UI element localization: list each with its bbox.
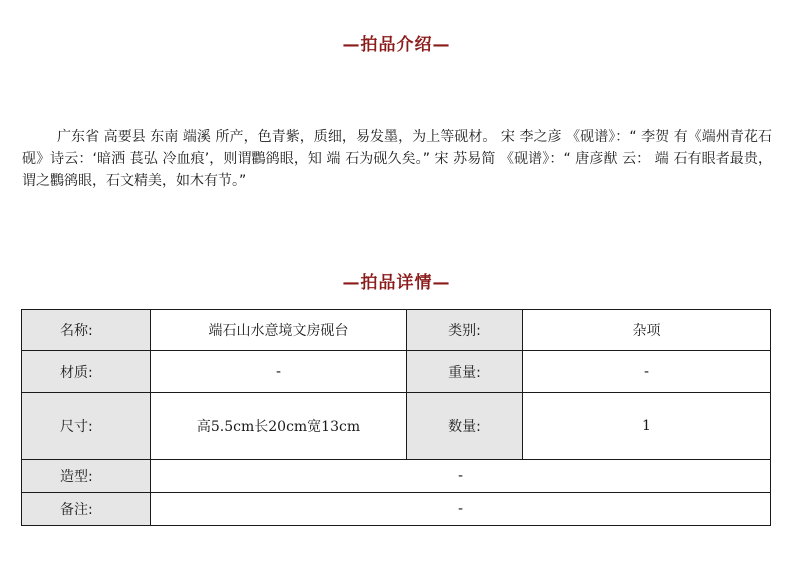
category-label: 类别:	[407, 310, 523, 351]
name-value: 端石山水意境文房砚台	[151, 310, 407, 351]
quantity-value: 1	[523, 393, 771, 460]
table-row	[22, 351, 771, 393]
intro-paragraph: 广东省 高要县 东南 端溪 所产，色青紫，质细，易发墨，为上等砚材。 宋 李之彦 《砚谱》：“ 李贺 有《端州青花石砚》诗云：‘暗洒 萇弘 冷血痕’，则谓鸜鹆眼，知 端 石为砚久矣。” 宋 苏易简 《砚谱》：“ 唐彦猷 云： 端 石有眼者最贵，谓之鸜鹆眼，石文精美，如木有节。”	[22, 129, 772, 189]
material-value: -	[151, 351, 407, 393]
weight-value: -	[523, 351, 771, 393]
name-label: 名称:	[22, 310, 151, 351]
table-row	[22, 493, 771, 526]
remark-label: 备注:	[22, 493, 151, 526]
details-table	[21, 309, 771, 526]
size-label: 尺寸:	[22, 393, 151, 460]
intro-section-title: —拍品介绍—	[342, 35, 451, 55]
details-section-title: —拍品详情—	[342, 273, 451, 293]
category-value: 杂项	[523, 310, 771, 351]
table-row	[22, 460, 771, 493]
shape-label: 造型:	[22, 460, 151, 493]
size-value: 高5.5cm长20cm宽13cm	[151, 393, 407, 460]
table-row	[22, 393, 771, 460]
remark-value: -	[151, 493, 771, 526]
material-label: 材质:	[22, 351, 151, 393]
table-row	[22, 310, 771, 351]
quantity-label: 数量:	[407, 393, 523, 460]
shape-value: -	[151, 460, 771, 493]
weight-label: 重量:	[407, 351, 523, 393]
